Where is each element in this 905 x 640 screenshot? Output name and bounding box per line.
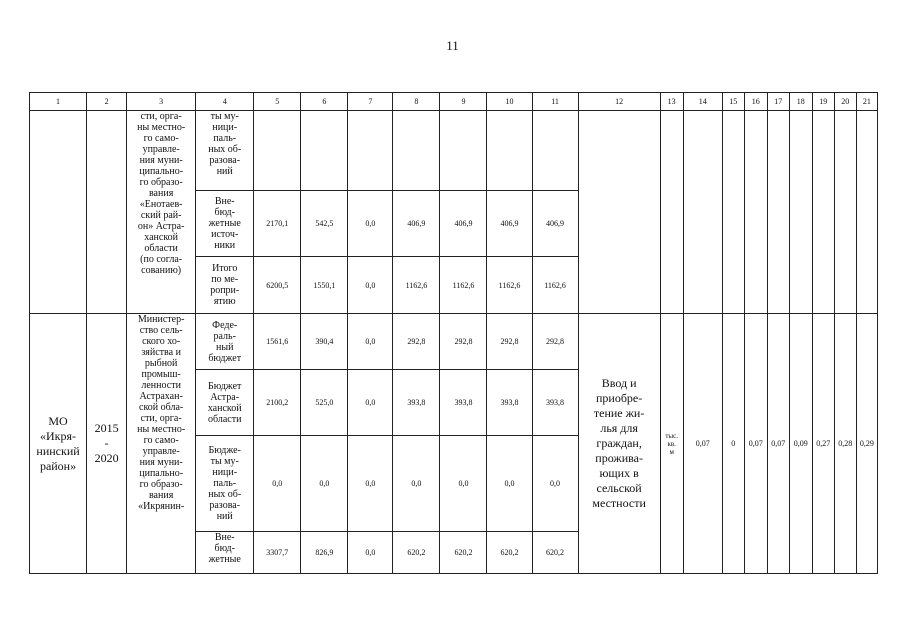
indicator-cell: Ввод и приобре- тение жи- лья для граждан, прожива- ющих в сельской местности: [578, 314, 660, 574]
funding-source-cell: Итого по ме- ропри- ятию: [196, 257, 254, 314]
value-cell: [532, 111, 578, 191]
header-cell: 3: [127, 93, 196, 111]
empty-cell: [30, 111, 87, 314]
indicator-value-cell: 0,07: [767, 314, 789, 574]
value-cell: [487, 111, 532, 191]
empty-cell: [856, 111, 877, 314]
indicator-value-cell: 0,28: [834, 314, 856, 574]
header-cell: 16: [744, 93, 767, 111]
value-cell: 406,9: [393, 191, 440, 257]
funding-source-cell: Бюдже- ты му- ници- паль- ных об- разова- ний: [196, 436, 254, 532]
indicator-value-cell: 0: [722, 314, 744, 574]
header-cell: 11: [532, 93, 578, 111]
header-cell: 20: [834, 93, 856, 111]
executor-cell: Министер- ство сель- ского хо- зяйства и рыбной промыш- ленности Астрахан- ской обла- сти, орга- ны местно- го само- управле- ния муни- ципально- го образо- вания «Икрянин-: [127, 314, 196, 574]
header-cell: 9: [440, 93, 487, 111]
value-cell: 542,5: [301, 191, 348, 257]
page-number: 11: [446, 38, 459, 53]
empty-cell: [578, 111, 660, 314]
value-cell: 292,8: [487, 314, 532, 370]
value-cell: 0,0: [348, 314, 393, 370]
value-cell: 1561,6: [254, 314, 301, 370]
total-cell: 1162,6: [532, 257, 578, 314]
value-cell: 292,8: [393, 314, 440, 370]
value-cell: [348, 111, 393, 191]
value-cell: 390,4: [301, 314, 348, 370]
empty-cell: [812, 111, 834, 314]
header-cell: 17: [767, 93, 789, 111]
value-cell: [440, 111, 487, 191]
empty-cell: [834, 111, 856, 314]
value-cell: 0,0: [301, 436, 348, 532]
value-cell: 0,0: [487, 436, 532, 532]
value-cell: 406,9: [532, 191, 578, 257]
header-cell: 15: [722, 93, 744, 111]
header-cell: 10: [487, 93, 532, 111]
empty-cell: [87, 111, 127, 314]
value-cell: 292,8: [532, 314, 578, 370]
program-table: [29, 92, 878, 574]
value-cell: 393,8: [532, 370, 578, 436]
header-cell: 12: [578, 93, 660, 111]
header-cell: 6: [301, 93, 348, 111]
table-row: [30, 111, 878, 191]
value-cell: 0,0: [348, 532, 393, 574]
value-cell: 0,0: [254, 436, 301, 532]
empty-cell: [789, 111, 812, 314]
period-cell: 2015 - 2020: [87, 314, 127, 574]
value-cell: 0,0: [348, 370, 393, 436]
value-cell: 0,0: [440, 436, 487, 532]
value-cell: 620,2: [532, 532, 578, 574]
total-cell: 0,0: [348, 257, 393, 314]
empty-cell: [660, 111, 683, 314]
header-cell: 18: [789, 93, 812, 111]
header-cell: 14: [683, 93, 722, 111]
header-cell: 2: [87, 93, 127, 111]
header-cell: 7: [348, 93, 393, 111]
header-cell: 21: [856, 93, 877, 111]
empty-cell: [722, 111, 744, 314]
empty-cell: [744, 111, 767, 314]
header-cell: 4: [196, 93, 254, 111]
header-cell: 19: [812, 93, 834, 111]
total-cell: 1550,1: [301, 257, 348, 314]
header-cell: 13: [660, 93, 683, 111]
municipality-cell: МО «Икря- нинский район»: [30, 314, 87, 574]
value-cell: 292,8: [440, 314, 487, 370]
indicator-value-cell: 0,27: [812, 314, 834, 574]
total-cell: 1162,6: [393, 257, 440, 314]
unit-cell: тыс. кв. м: [660, 314, 683, 574]
value-cell: 0,0: [348, 191, 393, 257]
table-row: [30, 314, 878, 370]
header-cell: 8: [393, 93, 440, 111]
header-cell: 5: [254, 93, 301, 111]
value-cell: [301, 111, 348, 191]
value-cell: 393,8: [393, 370, 440, 436]
value-cell: 406,9: [440, 191, 487, 257]
value-cell: 3307,7: [254, 532, 301, 574]
value-cell: [254, 111, 301, 191]
empty-cell: [767, 111, 789, 314]
value-cell: 525,0: [301, 370, 348, 436]
value-cell: 2170,1: [254, 191, 301, 257]
value-cell: 406,9: [487, 191, 532, 257]
total-cell: 1162,6: [440, 257, 487, 314]
value-cell: 620,2: [487, 532, 532, 574]
funding-source-cell: ты му- ници- паль- ных об- разова- ний: [196, 111, 254, 191]
indicator-value-cell: 0,07: [683, 314, 722, 574]
value-cell: 0,0: [532, 436, 578, 532]
funding-source-cell: Вне- бюд- жетные источ- ники: [196, 191, 254, 257]
value-cell: [393, 111, 440, 191]
value-cell: 393,8: [440, 370, 487, 436]
value-cell: 826,9: [301, 532, 348, 574]
value-cell: 393,8: [487, 370, 532, 436]
executor-cell: сти, орга- ны местно- го само- управле- ния муни- ципально- го образо- вания «Енотаев- ский рай- он» Астра- ханской области (по согла- сованию): [127, 111, 196, 314]
value-cell: 0,0: [348, 436, 393, 532]
total-cell: 1162,6: [487, 257, 532, 314]
funding-source-cell: Вне- бюд- жетные: [196, 532, 254, 574]
value-cell: 0,0: [393, 436, 440, 532]
header-row: [30, 93, 878, 111]
indicator-value-cell: 0,29: [856, 314, 877, 574]
value-cell: 620,2: [393, 532, 440, 574]
header-cell: 1: [30, 93, 87, 111]
total-cell: 6200,5: [254, 257, 301, 314]
indicator-value-cell: 0,07: [744, 314, 767, 574]
funding-source-cell: Феде- раль- ный бюджет: [196, 314, 254, 370]
value-cell: 2100,2: [254, 370, 301, 436]
empty-cell: [683, 111, 722, 314]
value-cell: 620,2: [440, 532, 487, 574]
indicator-value-cell: 0,09: [789, 314, 812, 574]
funding-source-cell: Бюджет Астра- ханской области: [196, 370, 254, 436]
